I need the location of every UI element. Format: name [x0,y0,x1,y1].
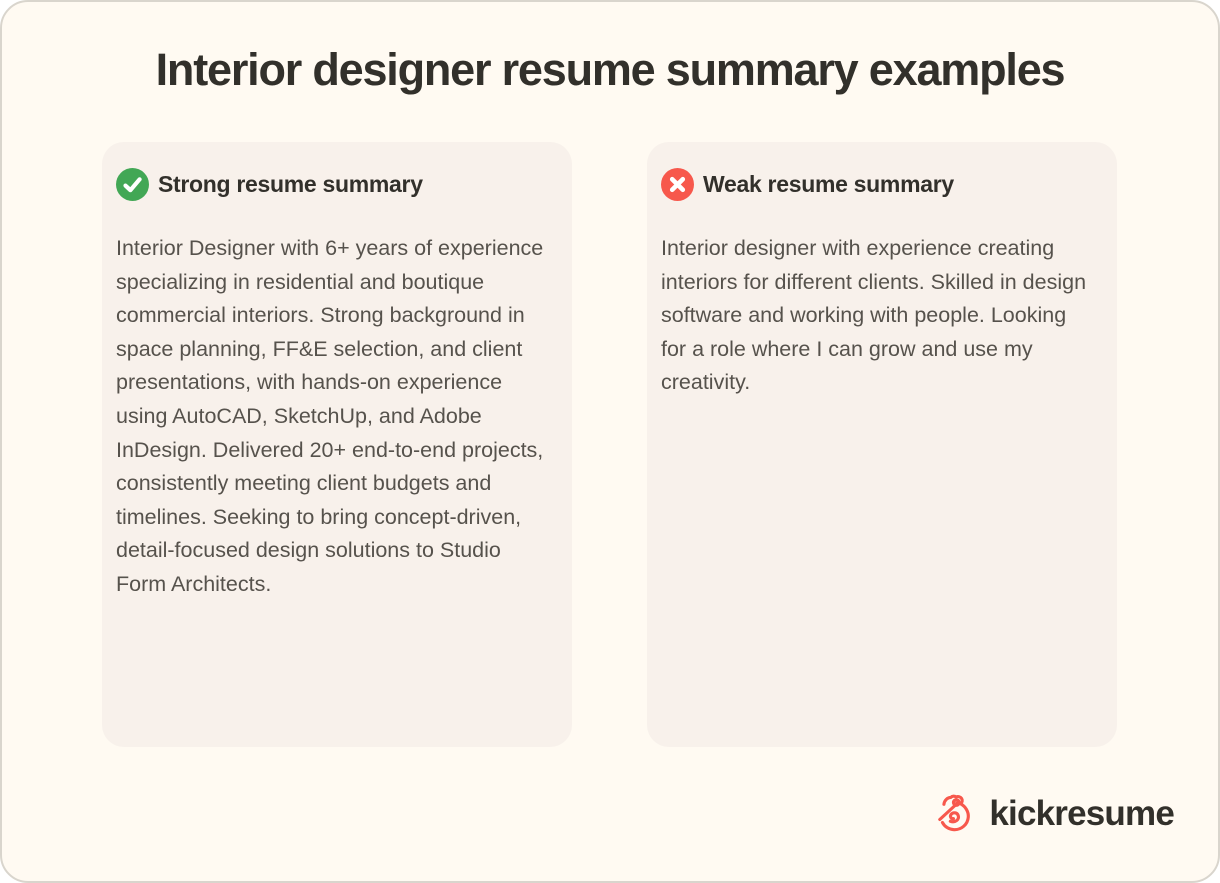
strong-card-header [116,168,552,201]
check-circle-icon [116,168,149,201]
brand-name: kickresume [989,793,1174,833]
strong-card-title: Strong resume summary [158,171,423,197]
page-title: Interior designer resume summary examples [155,44,1065,95]
weak-card-title: Weak resume summary [703,171,954,197]
weak-summary-card [647,142,1117,747]
cards-row [102,142,1117,747]
chameleon-icon [932,790,976,837]
strong-summary-text: Interior Designer with 6+ years of experience specializing in residential and boutique commercial interiors. Strong background in space planning, FF&E selection, and client presentations, with hands-on experience using AutoCAD, SketchUp, and Adobe InDesign. Delivered 20+ end-to-end projects, consistently meeting client budgets and timelines. Seeking to bring concept-driven, detail-focused design solutions to Studio Form Architects. [116,236,544,596]
weak-summary-text: Interior designer with experience creating interiors for different clients. Skilled in design software and working with people. Looking for a role where I can grow and use my creativity. [661,236,1087,395]
kickresume-logo [932,790,1174,837]
strong-summary-card [102,142,572,747]
x-circle-icon [661,168,694,201]
weak-card-header [661,168,1097,201]
